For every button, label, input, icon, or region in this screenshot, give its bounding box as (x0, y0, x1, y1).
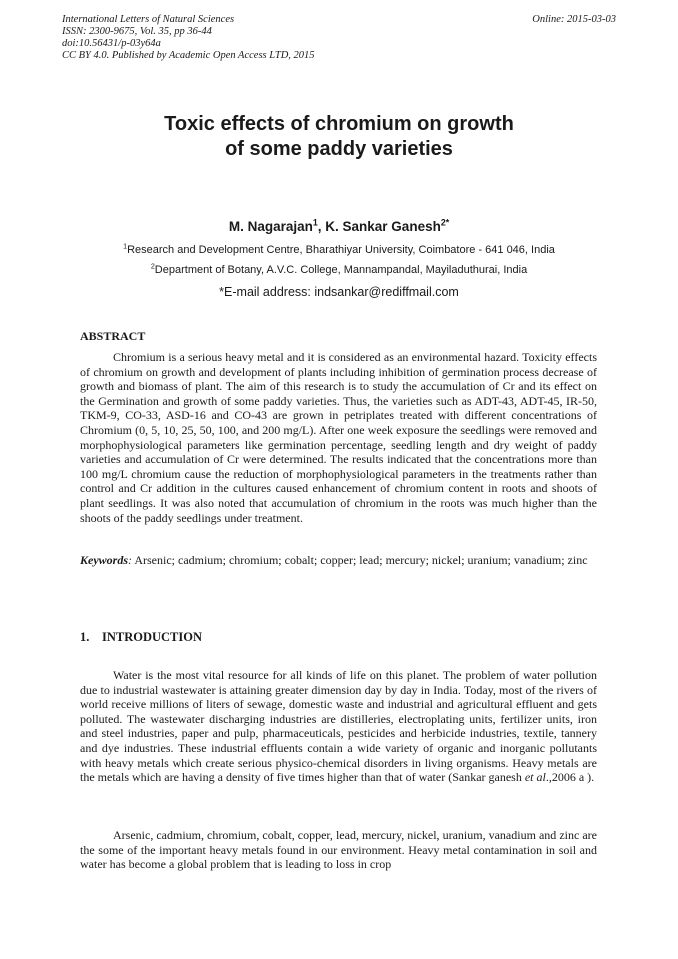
journal-header (62, 14, 315, 62)
doi-line: doi:10.56431/p-03y64a (62, 38, 161, 49)
keywords-list: Arsenic; cadmium; chromium; cobalt; copper; lead; mercury; nickel; uranium; vanadium; zinc (132, 553, 588, 567)
abstract-text: Chromium is a serious heavy metal and it is considered as an environmental hazard. Toxicity effects of chromium on growth and development of plants including inhibition of germination process decrease of growth and biomass of plant. The aim of this research is to study the accumulation of Cr and its effect on the Germination and growth of some paddy varieties. Thus, the varieties such as ADT-43, ADT-45, IR-50, TKM-9, CO-33, ASD-16 and CO-43 are grown in petriplates treated with different concentrations of Chromium (0, 5, 10, 25, 50, 100, and 200 mg/L). After one week exposure the seedlings were removed and morphophysiological parameters like germination percentage, seedling length and dry weight of paddy varieties and accumulation of Cr were determined. The results indicated that the concentrations more than 100 mg/L chromium cause the reduction of morphophysiological parameters in the treatments rather than control and Cr addition in the cultures caused enhancement of chromium content in roots and shoots of plant seedlings. It was also noted that accumulation of chromium in the roots was much higher than the shoots of the paddy seedlings under treatment. (80, 350, 597, 525)
affiliation-text: Department of Botany, A.V.C. College, Mannampandal, Mayiladuthurai, India (154, 264, 528, 276)
author-name: M. Nagarajan (228, 219, 313, 234)
paper-title-line-2: of some paddy varieties (225, 138, 453, 160)
paragraph-text-end: .,2006 a ). (545, 770, 595, 785)
paper-title (0, 112, 678, 162)
introduction-paragraph-1 (80, 668, 597, 785)
keywords-label: Keywords (80, 553, 128, 567)
abstract-heading: ABSTRACT (80, 329, 146, 343)
affiliation-text: Research and Development Centre, Bharathiyar University, Coimbatore - 641 046, India (127, 244, 555, 256)
journal-name: International Letters of Natural Sciences (62, 14, 235, 25)
author-separator: , (317, 219, 326, 234)
online-date: Online: 2015-03-03 (532, 14, 616, 25)
affiliation-mark: 1 (123, 242, 128, 251)
corresponding-email: *E-mail address: indsankar@rediffmail.com (219, 285, 459, 299)
license-line: CC BY 4.0. Published by Academic Open Access LTD, 2015 (62, 50, 315, 61)
affiliation-mark: 2 (150, 262, 155, 271)
affiliation-1 (0, 244, 678, 256)
author-affiliation-mark: 1 (312, 217, 318, 228)
author-affiliation-mark: 2* (440, 217, 450, 228)
keywords (80, 553, 597, 568)
author-list (0, 219, 678, 234)
citation-etal: et al (524, 770, 546, 785)
issn-line: ISSN: 2300-9675, Vol. 35, pp 36-44 (62, 26, 212, 37)
introduction-paragraph-2: Arsenic, cadmium, chromium, cobalt, copper, lead, mercury, nickel, uranium, vanadium and zinc are the some of the important heavy metals found in our environment. Heavy metal contamination in soil and water has become a global problem that is leading to loss in crop (80, 828, 597, 872)
section-number: 1. (80, 630, 90, 644)
paper-title-line-1: Toxic effects of chromium on growth (164, 113, 514, 135)
section-heading-introduction (80, 630, 202, 645)
author-name: K. Sankar Ganesh (325, 219, 441, 234)
affiliation-2 (0, 264, 678, 276)
paragraph-text: Water is the most vital resource for all kinds of life on this planet. The problem of water pollution due to industrial wastewater is attaining greater dimension day by day in India. Today, most of the rivers of world receive millions of liters of sewage, domestic waste and industrial and agricultural effluent and gets polluted. The wastewater discharging industries are distilleries, electroplating units, fertilizer units, iron and steel industries, paper and pulp, pharmaceuticals, pesticides and herbicide industries, textile, tannery and dye industries. These industrial effluents contain a wide variety of organic and inorganic pollutants with heavy metals which create serious physico-chemical disorders in living organisms. Heavy metals are the metals which are having a density of five times higher than that of water (Sankar ganesh (80, 668, 597, 785)
keywords-colon: : (128, 553, 132, 567)
section-title: INTRODUCTION (102, 630, 203, 644)
